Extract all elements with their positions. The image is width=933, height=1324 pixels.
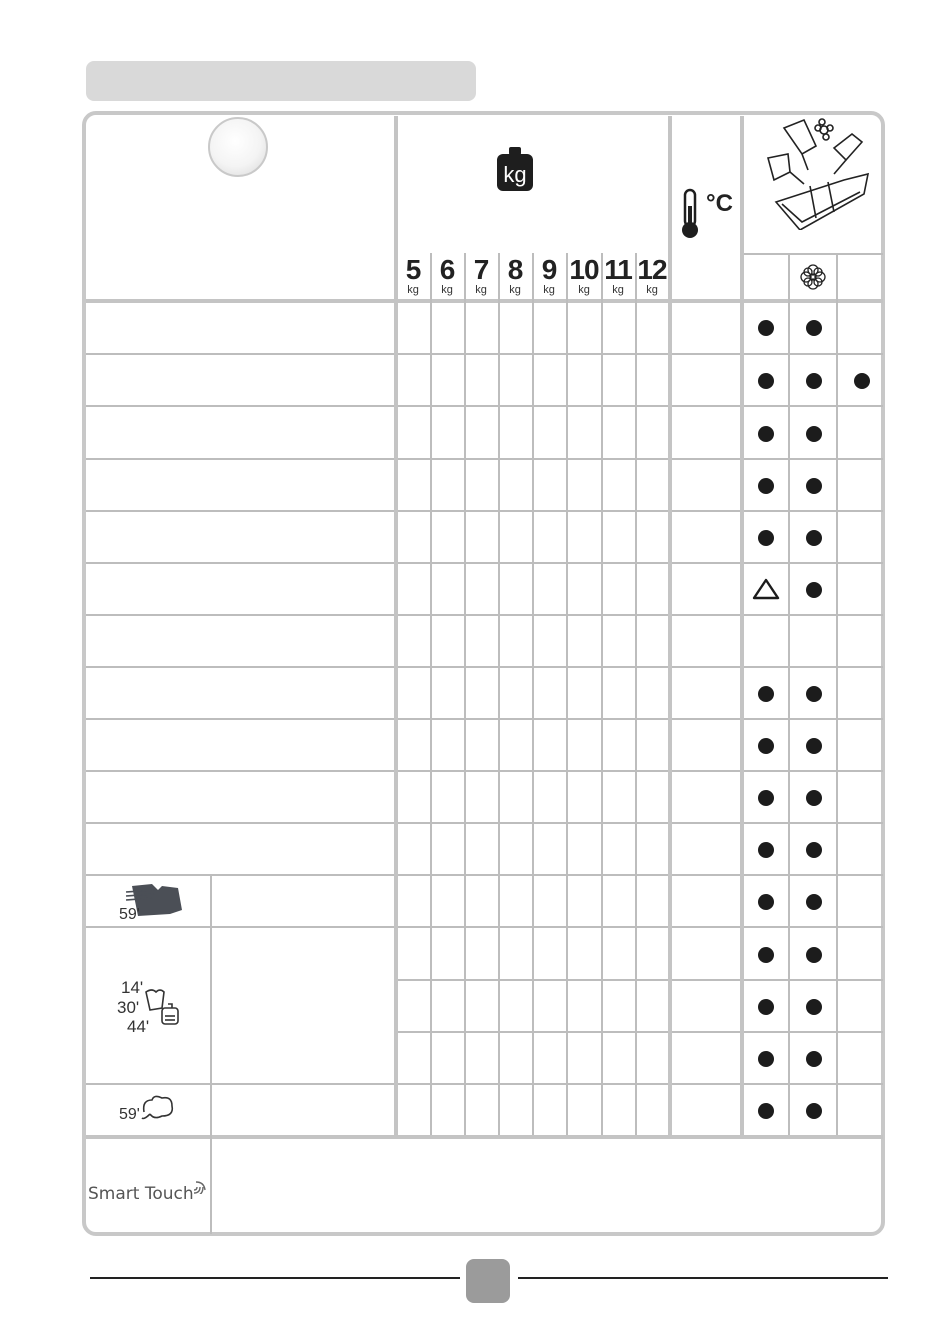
capacity-5kg (396, 256, 430, 296)
capacity-col-line (430, 253, 432, 1135)
compartment-dot (758, 790, 774, 806)
capacity-unit: kg (578, 284, 590, 296)
compartment-dot (806, 999, 822, 1015)
svg-text:kg: kg (503, 162, 527, 187)
rapid-duration-14: 14' (121, 978, 144, 997)
capacity-9kg (532, 256, 566, 296)
nfc-waves-icon (192, 1178, 208, 1194)
compartment-dot (806, 738, 822, 754)
capacity-10kg (567, 256, 601, 296)
capacity-number: 9 (541, 254, 557, 285)
capacity-11kg (601, 256, 635, 296)
capacity-col-line (635, 253, 637, 1135)
program-knob-icon (208, 117, 268, 177)
row-line (396, 1031, 883, 1033)
compartment-dot (758, 530, 774, 546)
capacity-number: 7 (473, 254, 489, 285)
row-line (86, 405, 883, 407)
capacity-number: 5 (405, 254, 421, 285)
row-line (86, 614, 883, 616)
cotton-program-icon (140, 1094, 176, 1122)
compartment-dot (758, 373, 774, 389)
section-title-bar (86, 61, 476, 101)
compartment-dot (758, 947, 774, 963)
capacity-unit: kg (646, 284, 658, 296)
compartment-dot (758, 320, 774, 336)
compartment-dot (806, 478, 822, 494)
capacity-col-line (498, 253, 500, 1135)
header-bottom-line (86, 299, 883, 303)
row-line (86, 822, 883, 824)
compartment-dot (806, 686, 822, 702)
softener-flower-icon (800, 264, 826, 290)
row-line (86, 666, 883, 668)
capacity-number: 11 (604, 254, 632, 285)
rapid-duration-30: 30' (117, 998, 140, 1017)
compartment-dot (806, 947, 822, 963)
row-line (86, 458, 883, 460)
compartment-dot (758, 686, 774, 702)
compartment-dot (758, 1051, 774, 1067)
compartment-dot (854, 373, 870, 389)
row-line (86, 718, 883, 720)
capacity-unit: kg (612, 284, 624, 296)
row-line (86, 1083, 883, 1085)
row-line (86, 926, 883, 928)
capacity-unit: kg (509, 284, 521, 296)
row-line (86, 874, 883, 876)
smart-touch-label: Smart Touch (88, 1184, 194, 1204)
temperature-label: °C (706, 190, 733, 217)
capacity-7kg (464, 256, 498, 296)
capacity-number: 6 (439, 254, 455, 285)
page-number-tab (466, 1259, 510, 1303)
capacity-unit: kg (543, 284, 555, 296)
compartment-dot (758, 738, 774, 754)
capacity-6kg (430, 256, 464, 296)
row-line (86, 562, 883, 564)
row-line (86, 770, 883, 772)
compartment-dot (806, 1051, 822, 1067)
rapid-program-icon (144, 988, 182, 1028)
capacity-unit: kg (441, 284, 453, 296)
detergent-dispenser-icon (764, 118, 872, 230)
capacity-col-line (532, 253, 534, 1135)
capacity-col-line (464, 253, 466, 1135)
footer-rule-right (518, 1277, 888, 1279)
row-line (396, 979, 883, 981)
row-line (86, 353, 883, 355)
capacity-number: 12 (637, 254, 667, 285)
capacity-8kg (498, 256, 532, 296)
compartment-dot (806, 1103, 822, 1119)
capacity-unit: kg (407, 284, 419, 296)
compartment-dot (758, 999, 774, 1015)
compartment-dot (806, 530, 822, 546)
quick-wash-duration: 59' (119, 906, 140, 923)
rapid-duration-44: 44' (127, 1017, 150, 1036)
capacity-number: 8 (507, 254, 523, 285)
capacity-unit: kg (475, 284, 487, 296)
compartment-dot (806, 320, 822, 336)
compartment-dot (758, 894, 774, 910)
compartment-dot (806, 582, 822, 598)
col-line-dispenser (740, 116, 744, 1135)
compartment-header-line (742, 253, 883, 255)
compartment-dot (806, 790, 822, 806)
compartment-col-line (836, 253, 838, 1135)
compartment-dot (758, 1103, 774, 1119)
compartment-col-line (788, 253, 790, 1135)
row-line (86, 510, 883, 512)
capacity-12kg (635, 256, 669, 296)
capacity-number: 10 (569, 254, 599, 285)
compartment-dot (806, 426, 822, 442)
capacity-col-line (601, 253, 603, 1135)
cotton-duration: 59' (119, 1106, 140, 1123)
compartment-dot (806, 894, 822, 910)
compartment-dot (758, 426, 774, 442)
table-body-bottom-line (86, 1135, 883, 1139)
compartment-dot (758, 478, 774, 494)
capacity-col-line (566, 253, 568, 1135)
footer-rule-left (90, 1277, 460, 1279)
col-line-smart (210, 1135, 212, 1232)
weight-kg-icon (496, 146, 534, 192)
compartment-dot (806, 373, 822, 389)
compartment-dot (806, 842, 822, 858)
compartment-dot (758, 842, 774, 858)
optional-triangle-icon (752, 578, 780, 600)
